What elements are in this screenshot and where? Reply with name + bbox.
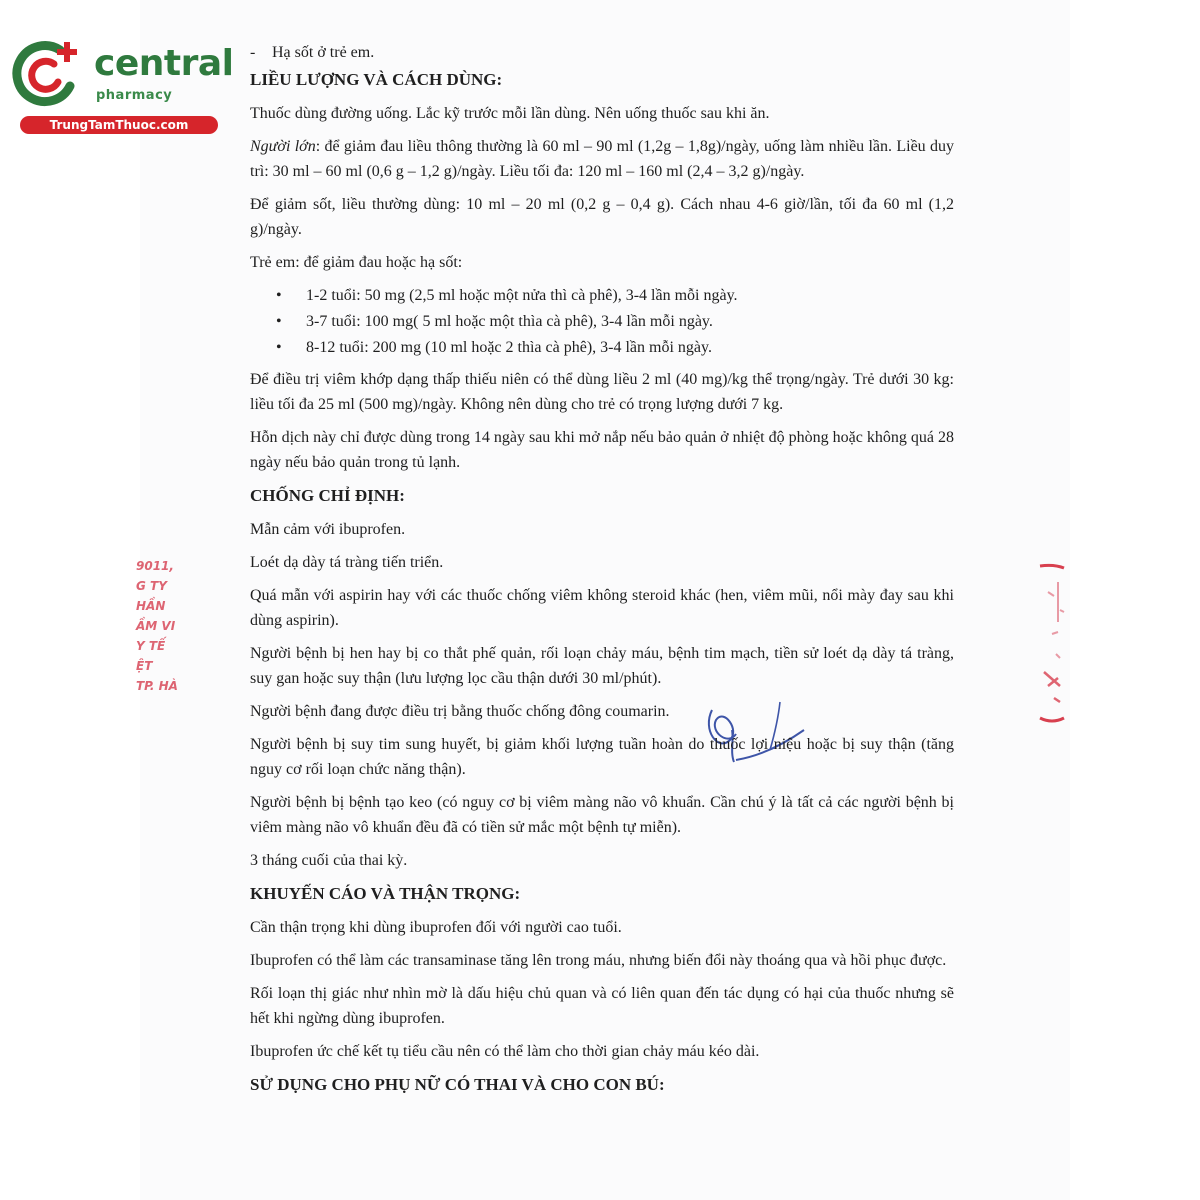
seal-fragment-right [1034,562,1068,728]
stamp-line: ỆT [136,659,153,673]
paragraph: Người bệnh bị bệnh tạo keo (có nguy cơ bị viêm màng não vô khuẩn. Cần chú ý là tất cả các người bệnh bị viêm màng não vô khuẩn đều đã có tiền sử mắc một bệnh tự miễn). [250,794,954,836]
paragraph: Người bệnh đang được điều trị bằng thuốc chống đông coumarin. [250,703,670,720]
paragraph: Người bệnh bị suy tim sung huyết, bị giảm khối lượng tuần hoàn do thuốc lợi niệu hoặc bị suy thận (tăng nguy cơ rối loạn chức năng thận). [250,736,954,778]
paragraph: Cần thận trọng khi dùng ibuprofen đối với người cao tuổi. [250,919,622,936]
list-item: • 8-12 tuổi: 200 mg (10 ml hoặc 2 thìa cà phê), 3-4 lần mỗi ngày. [306,335,954,361]
section-heading: SỬ DỤNG CHO PHỤ NỮ CÓ THAI VÀ CHO CON BÚ: [250,1075,665,1094]
paragraph: Để điều trị viêm khớp dạng thấp thiếu niên có thể dùng liều 2 ml (40 mg)/kg thể trọng/ngày. Trẻ dưới 30 kg: liều tối đa 25 ml (500 mg)/ngày. Không nên dùng cho trẻ có trọng lượng dưới 7 kg. [250,371,954,413]
stamp-line: 9011, [136,559,174,573]
central-pharmacy-logo[interactable] [8,36,234,136]
paragraph: Để giảm sốt, liều thường dùng: 10 ml – 20 ml (0,2 g – 0,4 g). Cách nhau 4-6 giờ/lần, tối đa 60 ml (1,2 g)/ngày. [250,196,954,238]
paragraph: Rối loạn thị giác như nhìn mờ là dấu hiệu chủ quan và có liên quan đến tác dụng có hại của thuốc nhưng sẽ hết khi ngừng dùng ibuprofen. [250,985,954,1027]
paragraph: Loét dạ dày tá tràng tiến triển. [250,554,444,571]
section-heading: LIỀU LƯỢNG VÀ CÁCH DÙNG: [250,70,503,89]
company-seal-stamp [136,556,188,728]
paragraph: Người bệnh bị hen hay bị co thắt phế quản, rối loạn chảy máu, bệnh tim mạch, tiền sử loét dạ dày tá tràng, suy gan hoặc suy thận (lưu lượng lọc cầu thận dưới 30 ml/phút). [250,645,954,687]
intro-text: Hạ sốt ở trẻ em. [272,44,375,61]
paragraph: Hỗn dịch này chỉ được dùng trong 14 ngày sau khi mở nắp nếu bảo quản ở nhiệt độ phòng hoặc không quá 28 ngày nếu bảo quản trong tủ lạnh. [250,429,954,471]
paragraph: 3 tháng cuối của thai kỳ. [250,852,408,869]
paragraph-text: : để giảm đau liều thông thường là 60 ml – 90 ml (1,2g – 1,8g)/ngày, uống làm nhiều lần. Liều duy trì: 30 ml – 60 ml (0,6 g – 1,2 g)/ngày. Liều tối đa: 120 ml – 160 ml (2,4 – 3,2 g)/ngày. [250,138,954,180]
emphasis-term: Người lớn [250,138,316,155]
stamp-line: Y TẾ [136,639,166,653]
section-heading: KHUYẾN CÁO VÀ THẬN TRỌNG: [250,884,521,903]
list-item: • 3-7 tuổi: 100 mg( 5 ml hoặc một thìa cà phê), 3-4 lần mỗi ngày. [306,309,954,335]
intro-bullet: - Hạ sốt ở trẻ em. [250,44,375,61]
section-heading: CHỐNG CHỈ ĐỊNH: [250,486,405,505]
document-body [250,40,954,1106]
stamp-line: TP. HÀ [136,679,178,693]
logo-subtitle: pharmacy [96,88,173,103]
logo-name: central [94,43,234,84]
logo-url-badge[interactable]: TrungTamThuoc.com [20,116,218,134]
stamp-line: G TY [136,579,167,593]
list-item: • 1-2 tuổi: 50 mg (2,5 ml hoặc một nửa thì cà phê), 3-4 lần mỗi ngày. [306,283,954,309]
paragraph: Ibuprofen ức chế kết tụ tiểu cầu nên có thể làm cho thời gian chảy máu kéo dài. [250,1043,760,1060]
stamp-line: ẦM VI [136,619,176,633]
pharmacy-cross-logo-icon [8,36,88,108]
paragraph: Thuốc dùng đường uống. Lắc kỹ trước mỗi lần dùng. Nên uống thuốc sau khi ăn. [250,105,770,122]
stamp-line: HẦN [136,599,166,613]
paragraph [250,134,954,184]
paragraph: Ibuprofen có thể làm các transaminase tăng lên trong máu, nhưng biến đổi này thoáng qua và hồi phục được. [250,952,947,969]
paragraph: Mẫn cảm với ibuprofen. [250,521,406,538]
paragraph: Quá mẫn với aspirin hay với các thuốc chống viêm không steroid khác (hen, viêm mũi, nổi mày đay sau khi dùng aspirin). [250,587,954,629]
dosage-bullet-list [250,283,954,361]
paragraph: Trẻ em: để giảm đau hoặc hạ sốt: [250,254,463,271]
